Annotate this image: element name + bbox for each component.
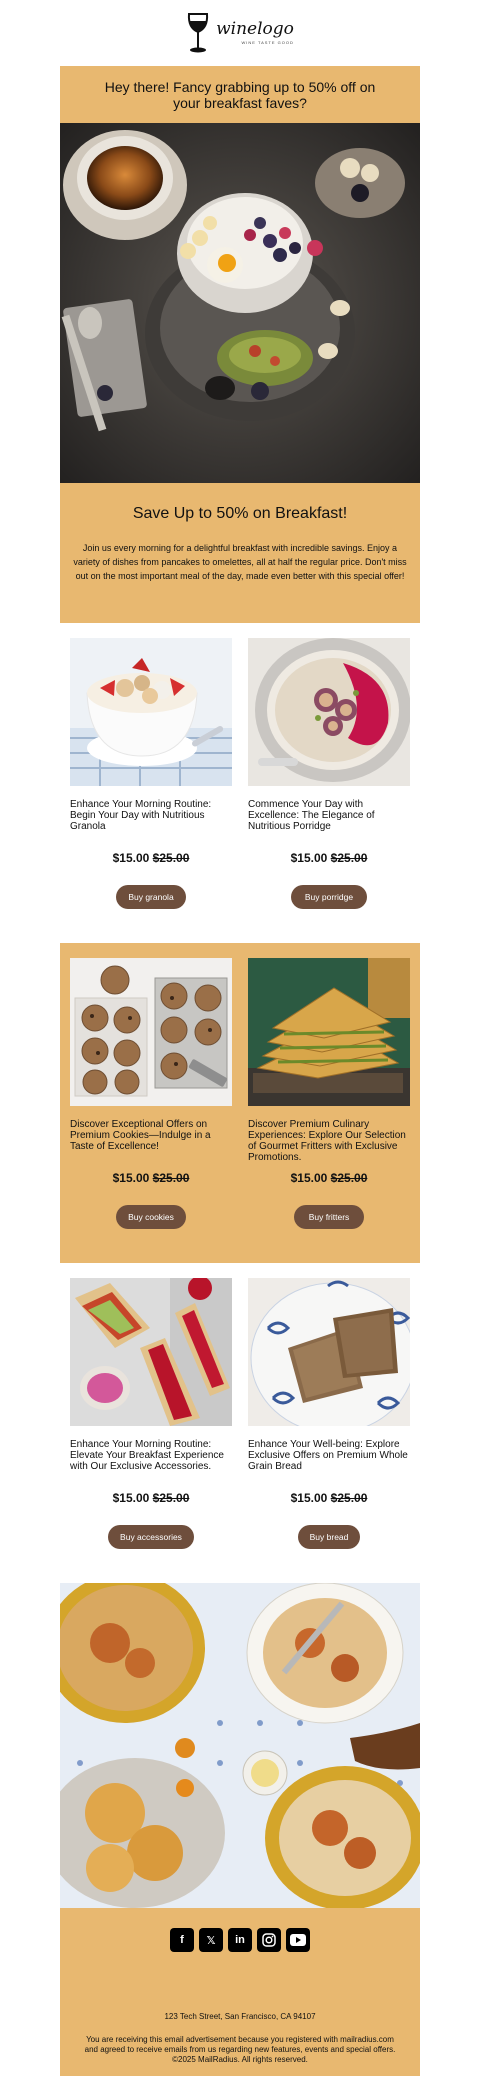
buy-fritters-button[interactable]: Buy fritters: [294, 1205, 364, 1229]
price-old: $25.00: [152, 1171, 190, 1185]
linkedin-icon[interactable]: in: [228, 1928, 252, 1952]
legal-text: You are receiving this email advertisement because you registered with mailradius.com and agreed to receive emails from us regarding new features, events and special offers.: [84, 2035, 396, 2054]
footer-address: 123 Tech Street, San Francisco, CA 94107: [164, 2012, 316, 2021]
product-card-accessories: [70, 1278, 232, 1549]
product-title: Discover Exceptional Offers on Premium Cookies—Indulge in a Taste of Excellence!: [70, 1119, 211, 1152]
buy-bread-button[interactable]: Buy bread: [298, 1525, 360, 1549]
porridge-image[interactable]: [248, 638, 410, 786]
social-links: [60, 1908, 420, 1952]
brand-logo[interactable]: [0, 0, 480, 66]
buy-porridge-button[interactable]: Buy porridge: [291, 885, 367, 909]
price-old: $25.00: [330, 851, 368, 865]
youtube-icon[interactable]: [286, 1928, 310, 1952]
intro-body: Join us every morning for a delightful breakfast with incredible savings. Enjoy a variety of dishes from pancakes to omelettes, all at half the regular price. Don't miss out on the most important meal of the day, made even better with this special offer!: [73, 543, 407, 581]
logo-text: winelogo: [216, 19, 294, 39]
copyright-text: ©2025 MailRadius. All rights reserved.: [172, 2055, 308, 2064]
product-title: Enhance Your Morning Routine: Begin Your Day with Nutritious Granola: [70, 799, 212, 832]
product-card-granola: [70, 638, 232, 909]
product-title: Commence Your Day with Excellence: The Elegance of Nutritious Porridge: [248, 799, 375, 832]
cookies-image[interactable]: [70, 958, 232, 1106]
product-card-bread: [248, 1278, 410, 1549]
price-current: $15.00: [112, 1171, 150, 1185]
accessories-image[interactable]: [70, 1278, 232, 1426]
price-current: $15.00: [290, 1171, 328, 1185]
buy-cookies-button[interactable]: Buy cookies: [116, 1205, 186, 1229]
price-old: $25.00: [152, 1491, 190, 1505]
price-current: $15.00: [290, 851, 328, 865]
logo-tagline: WINE TASTE GOOD: [241, 40, 294, 45]
product-card-porridge: [248, 638, 410, 909]
bread-image[interactable]: [248, 1278, 410, 1426]
wine-glass-icon: [186, 12, 210, 54]
footer-legal: [60, 2035, 420, 2065]
intro-block: [60, 483, 420, 623]
product-row-3: [60, 1263, 420, 1583]
product-title: Enhance Your Morning Routine: Elevate Your Breakfast Experience with Our Exclusive Accessories.: [70, 1439, 224, 1472]
buy-granola-button[interactable]: Buy granola: [116, 885, 186, 909]
hero-headline: Hey there! Fancy grabbing up to 50% off on your breakfast faves?: [60, 66, 420, 123]
intro-title: Save Up to 50% on Breakfast!: [132, 505, 348, 522]
product-price: [70, 1171, 232, 1185]
price-current: $15.00: [290, 1491, 328, 1505]
product-price: [70, 1491, 232, 1505]
price-old: $25.00: [330, 1171, 368, 1185]
fritters-image[interactable]: [248, 958, 410, 1106]
feast-image: [60, 1583, 420, 1908]
product-card-fritters: [248, 958, 410, 1229]
product-row-2: [60, 943, 420, 1263]
footer: [60, 1908, 420, 2076]
price-old: $25.00: [330, 1491, 368, 1505]
instagram-icon[interactable]: [257, 1928, 281, 1952]
product-price: [70, 851, 232, 865]
product-price: [248, 1171, 410, 1185]
facebook-icon[interactable]: f: [170, 1928, 194, 1952]
price-old: $25.00: [152, 851, 190, 865]
granola-image[interactable]: [70, 638, 232, 786]
price-current: $15.00: [112, 851, 150, 865]
product-title: Enhance Your Well-being: Explore Exclusive Offers on Premium Whole Grain Bread: [248, 1439, 408, 1472]
product-card-cookies: [70, 958, 232, 1229]
product-price: [248, 1491, 410, 1505]
product-price: [248, 851, 410, 865]
hero-section: [60, 66, 420, 2076]
x-icon[interactable]: 𝕏: [199, 1928, 223, 1952]
buy-accessories-button[interactable]: Buy accessories: [108, 1525, 194, 1549]
price-current: $15.00: [112, 1491, 150, 1505]
product-row-1: [60, 623, 420, 943]
product-title: Discover Premium Culinary Experiences: Explore Our Selection of Gourmet Fritters with Exclusive Promotions.: [248, 1119, 406, 1163]
breakfast-hero-image: [60, 123, 420, 483]
